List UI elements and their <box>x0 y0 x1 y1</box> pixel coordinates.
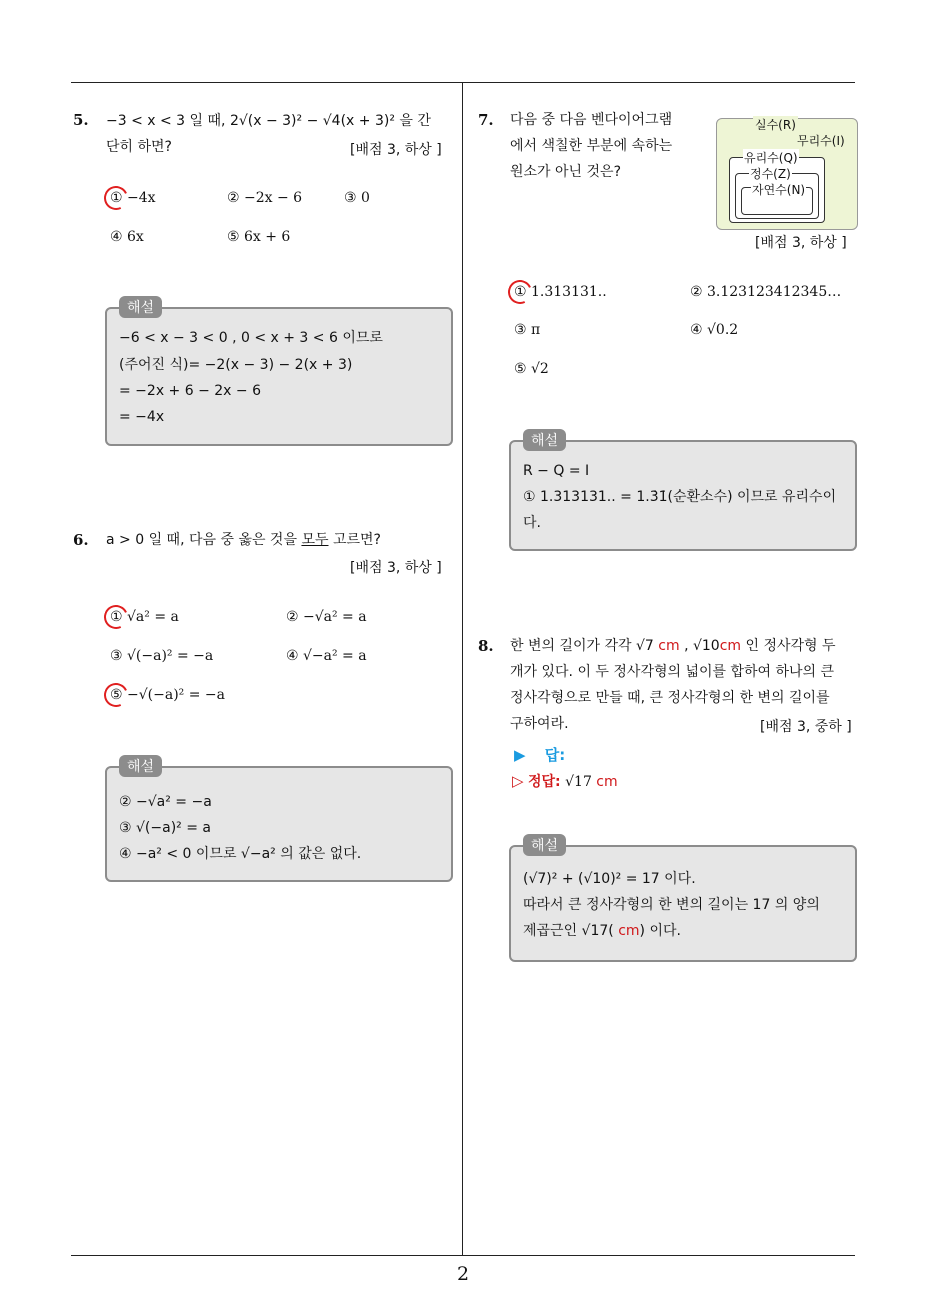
question-number: 8. <box>478 637 494 655</box>
choice-2[interactable]: ② −√a² = a <box>286 609 367 625</box>
venn-label-real: 실수(R) <box>755 118 796 132</box>
choice-4[interactable]: ④ √−a² = a <box>286 648 367 664</box>
question-meta: [배점 3, 하상 ] <box>755 235 847 251</box>
solution-line <box>523 918 681 944</box>
text-segment: 인 정사각형 두 <box>741 638 836 654</box>
choice-3[interactable]: ③ 0 <box>344 190 370 206</box>
question-meta: [배점 3, 하상 ] <box>350 560 442 576</box>
solution-line: (√7)² + (√10)² = 17 이다. <box>523 871 696 887</box>
correct-label: 정답: <box>528 774 561 790</box>
question-text-line4: 구하여라. <box>510 716 569 732</box>
venn-diagram <box>716 118 858 230</box>
question-text-line1: 다음 중 다음 벤다이어그램 <box>510 112 673 128</box>
venn-label-irrational: 무리수(I) <box>797 134 845 148</box>
solution-box <box>509 845 857 962</box>
answer-mark-icon <box>505 277 536 308</box>
question-text-line2: 개가 있다. 이 두 정사각형의 넓이를 합하여 하나의 큰 <box>510 664 835 680</box>
question-number: 5. <box>73 111 89 129</box>
text-segment: 한 변의 길이가 각각 √7 <box>510 638 659 654</box>
question-meta: [배점 3, 중하 ] <box>760 719 852 735</box>
solution-line: ① 1.313131.. = 1.3̇1̇(순환소수) 이므로 유리수이 <box>523 489 837 505</box>
solution-tag: 해설 <box>523 834 566 856</box>
question-text-line2: 에서 색칠한 부분에 속하는 <box>510 138 673 154</box>
venn-label-natural: 자연수(N) <box>752 183 806 197</box>
choice-2[interactable]: ② 3.123123412345… <box>690 284 842 300</box>
answer-label: 답: <box>544 746 566 764</box>
page-number: 2 <box>456 1263 470 1285</box>
unit-text: cm <box>658 638 680 654</box>
solution-box <box>105 766 453 882</box>
solution-tag: 해설 <box>119 296 162 318</box>
play-arrow-icon: ▶ <box>514 746 526 764</box>
bottom-rule <box>71 1255 855 1256</box>
choice-5[interactable]: ⑤ −√(−a)² = −a <box>110 687 225 703</box>
question-text-line1: −3 < x < 3 일 때, 2√(x − 3)² − √4(x + 3)² 을 간 <box>106 113 431 129</box>
solution-line: R − Q = I <box>523 463 590 479</box>
choice-5[interactable]: ⑤ √2 <box>514 361 549 377</box>
question-number: 6. <box>73 531 89 549</box>
unit-text: cm <box>719 638 742 654</box>
solution-line: = −4x <box>119 409 165 425</box>
unit-text: cm <box>618 923 640 939</box>
solution-line: ④ −a² < 0 이므로 √−a² 의 값은 없다. <box>119 846 362 862</box>
text-segment: ) 이다. <box>639 923 681 939</box>
question-text-post: 고르면? <box>328 532 381 548</box>
solution-box <box>105 307 453 446</box>
solution-line: ② −√a² = −a <box>119 794 212 810</box>
correct-answer-row <box>512 771 618 791</box>
solution-line: 따라서 큰 정사각형의 한 변의 길이는 17 의 양의 <box>523 897 820 913</box>
solution-line: ③ √(−a)² = a <box>119 820 211 836</box>
answer-input-row[interactable] <box>514 744 565 765</box>
text-segment: 제곱근인 √17( <box>523 923 619 939</box>
solution-box <box>509 440 857 551</box>
answer-mark-icon <box>101 183 132 214</box>
solution-line: = −2x + 6 − 2x − 6 <box>119 383 262 399</box>
question-text-line2: 단히 하면? <box>106 139 172 155</box>
choice-5[interactable]: ⑤ 6x + 6 <box>227 229 291 245</box>
choice-3[interactable]: ③ π <box>514 322 541 338</box>
answer-mark-icon <box>101 680 132 711</box>
choice-1[interactable]: ① 1.313131.. <box>514 284 607 300</box>
choice-2[interactable]: ② −2x − 6 <box>227 190 303 206</box>
solution-tag: 해설 <box>523 429 566 451</box>
answer-mark-icon <box>101 602 132 633</box>
question-number: 7. <box>478 111 494 129</box>
solution-line: (주어진 식)= −2(x − 3) − 2(x + 3) <box>119 357 353 373</box>
venn-label-rational: 유리수(Q) <box>744 151 798 165</box>
choice-1[interactable]: ① −4x <box>110 190 156 206</box>
correct-value: √17 <box>565 774 597 790</box>
choice-4[interactable]: ④ 6x <box>110 229 144 245</box>
question-text-line3: 정사각형으로 만들 때, 큰 정사각형의 한 변의 길이를 <box>510 690 830 706</box>
choice-1[interactable]: ① √a² = a <box>110 609 179 625</box>
question-text-line1 <box>510 633 836 659</box>
solution-line: 다. <box>523 515 541 531</box>
venn-label-integer: 정수(Z) <box>750 167 791 181</box>
solution-line: −6 < x − 3 < 0 , 0 < x + 3 < 6 이므로 <box>119 330 383 346</box>
choice-3[interactable]: ③ √(−a)² = −a <box>110 648 214 664</box>
choice-4[interactable]: ④ √0.2 <box>690 322 739 338</box>
question-text-emphasis: 모두 <box>301 532 329 548</box>
question-meta: [배점 3, 하상 ] <box>350 142 442 158</box>
question-text <box>106 527 381 553</box>
text-segment: , √10 <box>679 638 720 654</box>
question-text-pre: a > 0 일 때, 다음 중 옳은 것을 <box>106 532 302 548</box>
column-divider <box>462 82 463 1256</box>
question-text-line3: 원소가 아닌 것은? <box>510 164 621 180</box>
outline-arrow-icon: ▷ <box>512 772 524 790</box>
unit-text: cm <box>596 774 618 790</box>
solution-tag: 해설 <box>119 755 162 777</box>
top-rule <box>71 82 855 83</box>
